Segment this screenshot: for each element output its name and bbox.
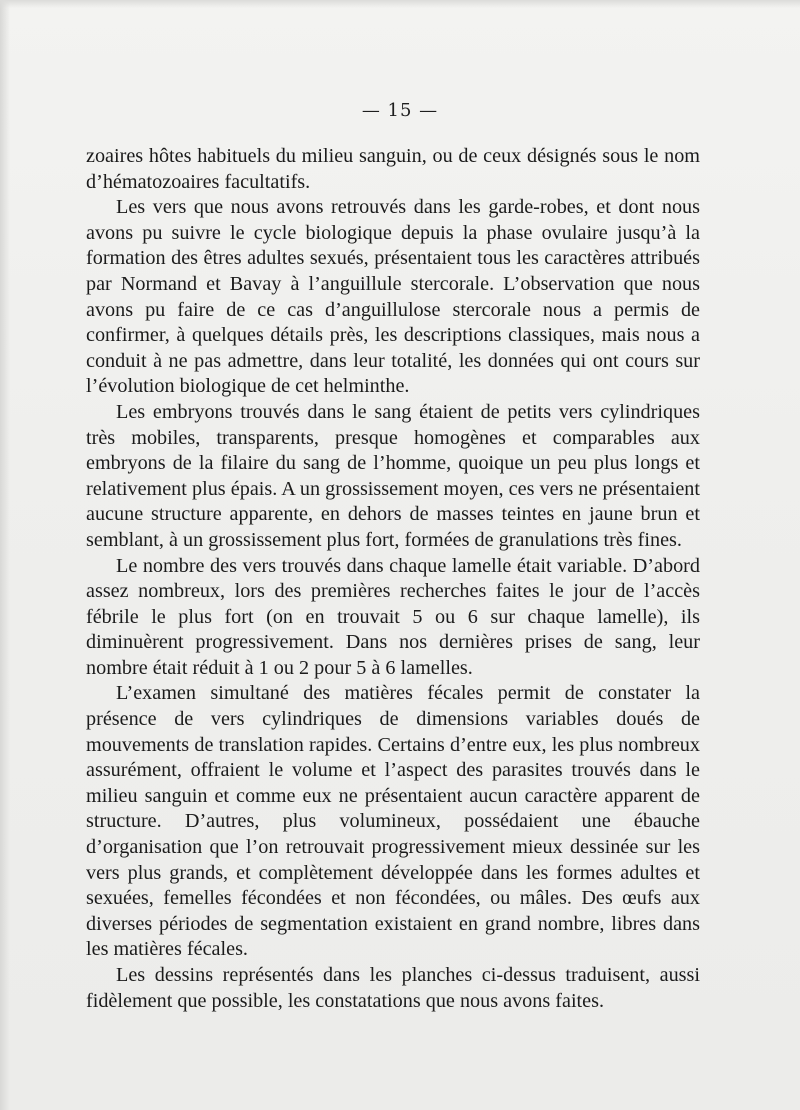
paragraph-2: Les vers que nous avons retrouvés dans les garde-robes, et dont nous avons pu suivre le cycle biologique depuis la phase ovulaire jusqu’à la formation des êtres adultes sexués, présentaient tous les caractères attribués par Normand et Bavay à l’anguillule stercorale. L’observation que nous avons pu faire de ce cas d’anguillulose stercorale nous a permis de confirmer, à quelques détails près, les descriptions classiques, mais nous a conduit à ne pas admettre, dans leur totalité, les données qui ont cours sur l’évolution biologique de cet helminthe. [86,196,700,398]
scan-shadow-top [0,0,800,8]
paragraph-3: Les embryons trouvés dans le sang étaient de petits vers cylindriques très mobiles, transparents, presque homogènes et comparables aux embryons de la filaire du sang de l’homme, quoique un peu plus longs et relativement plus épais. A un grossissement moyen, ces vers ne présentaient aucune structure apparente, en dehors de masses teintes en jaune brun et semblant, à un grossissement plus fort, formées de granulations très fines. [86,400,700,551]
paragraph-6: Les dessins représentés dans les planches ci-dessus traduisent, aussi fidèlement que possible, les constatations que nous avons faites. [86,964,700,1012]
paragraph-4: Le nombre des vers trouvés dans chaque lamelle était variable. D’abord assez nombreux, lors des premières recherches faites le jour de l’accès fébrile le plus fort (on en trouvait 5 ou 6 sur chaque lamelle), ils diminuèrent progressivement. Dans nos dernières prises de sang, leur nombre était réduit à 1 ou 2 pour 5 à 6 lamelles. [86,554,700,679]
page-number: — 15 — [361,100,439,121]
paragraph-5: L’examen simultané des matières fécales permit de constater la présence de vers cylindriques de dimensions variables doués de mouvements de translation rapides. Certains d’entre eux, les plus nombreux assurément, offraient le volume et l’aspect des parasites trouvés dans le milieu sanguin et comme eux ne présentaient aucun caractère apparent de structure. D’autres, plus volumineux, possédaient une ébauche d’organisation que l’on retrouvait progressivement mieux dessinée sur les vers plus grands, et complètement développée dans les formes adultes et sexuées, femelles fécondées et non fécondées, ou mâles. Des œufs aux diverses périodes de segmentation existaient en grand nombre, libres dans les matières fécales. [86,682,700,961]
paragraph-1: zoaires hôtes habituels du milieu sanguin, ou de ceux désignés sous le nom d’hématozoaires facultatifs. [86,145,700,193]
scan-shadow-left [0,0,10,1110]
body-text [86,144,700,1014]
